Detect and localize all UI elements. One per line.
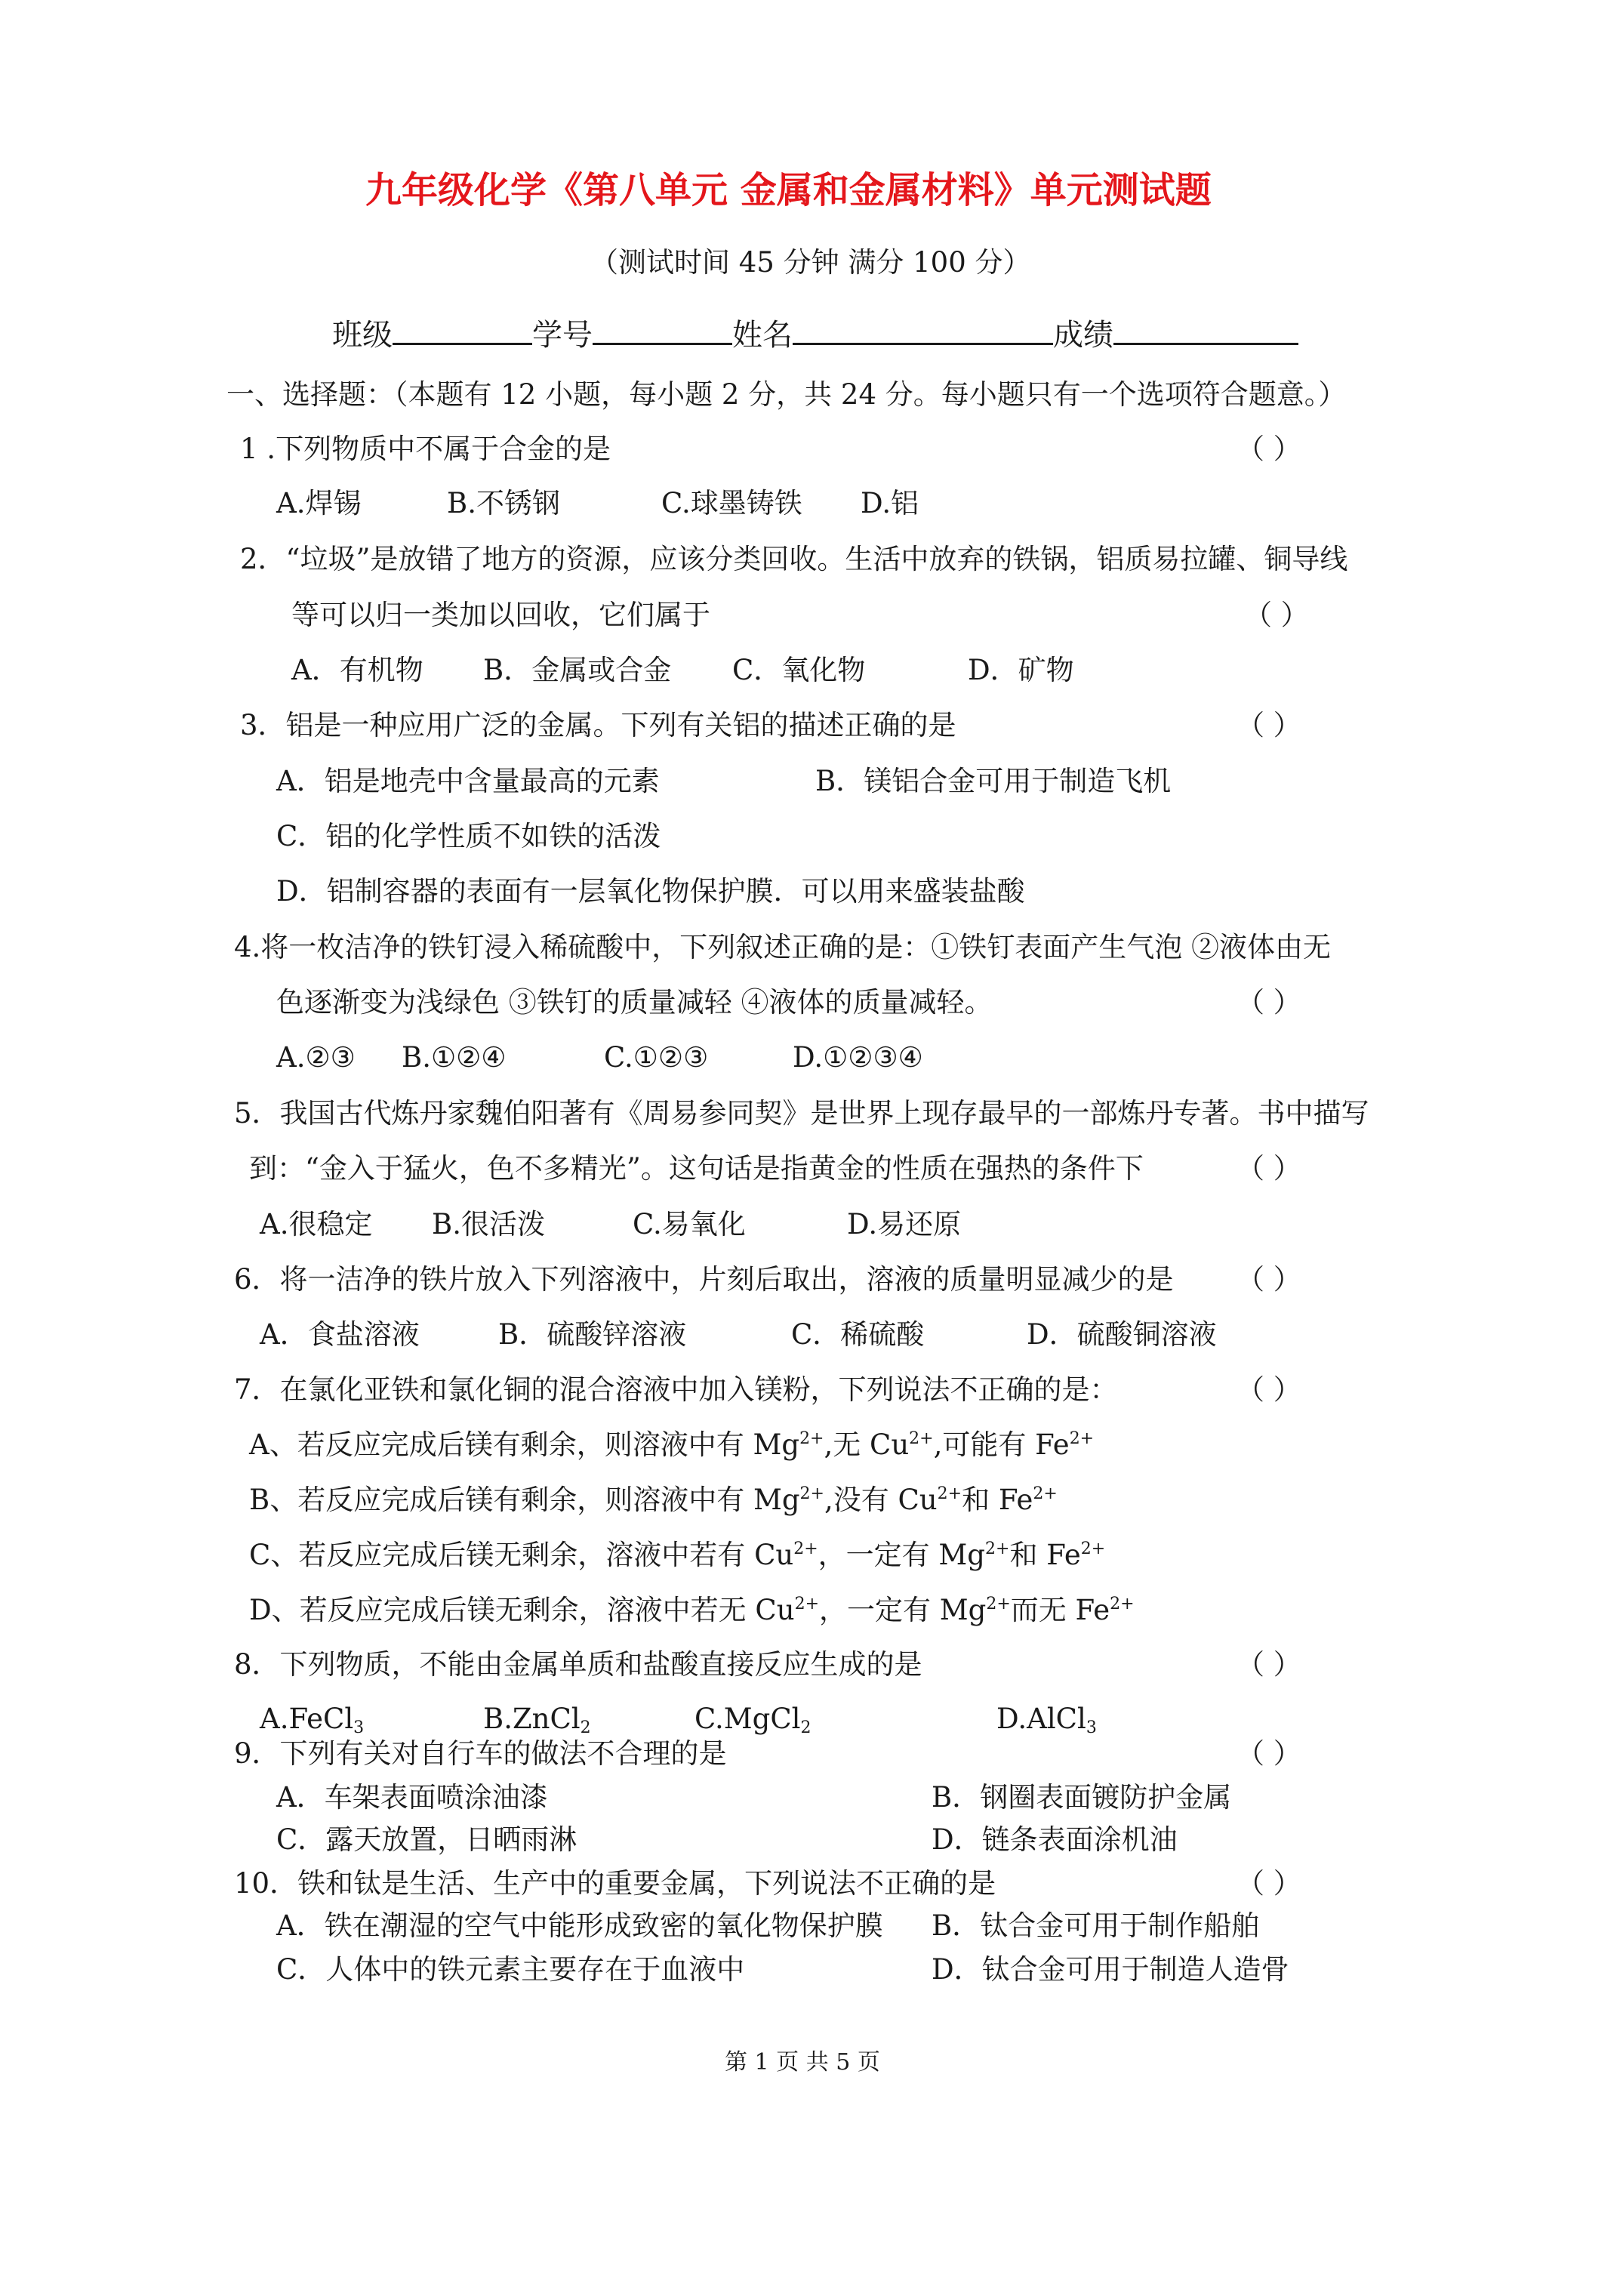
answer-bracket: （ ） <box>1236 1152 1301 1185</box>
q10-option-d: D．钛合金可用于制造人造骨 <box>932 1953 1289 1986</box>
question-2-stem-line2: 等可以归一类加以回收，它们属于 <box>291 599 710 631</box>
q8-option-c: C.MgCl$_2$ <box>694 1703 812 1737</box>
q5-option-d: D.易还原 <box>847 1208 962 1240</box>
q4-option-d: D.①②③④ <box>793 1041 923 1074</box>
q1-option-c: C.球墨铸铁 <box>661 487 802 519</box>
q4-option-b: B.①②④ <box>402 1041 507 1074</box>
q10-option-a: A．铁在潮湿的空气中能形成致密的氧化物保护膜 <box>276 1909 883 1942</box>
question-2-stem-line1: 2．“垃圾”是放错了地方的资源，应该分类回收。生活中放弃的铁锅，铝质易拉罐、铜导线 <box>240 543 1348 575</box>
q10-option-b: B．钛合金可用于制作船舶 <box>932 1909 1260 1942</box>
student-id-label: 学号 <box>532 318 593 353</box>
q6-option-d: D．硫酸铜溶液 <box>1027 1318 1217 1351</box>
q2-option-c: C．氧化物 <box>732 654 866 686</box>
q3-option-b: B．镁铝合金可用于制造飞机 <box>815 765 1172 797</box>
question-3-stem: 3．铝是一种应用广泛的金属。下列有关铝的描述正确的是 <box>240 709 956 741</box>
answer-bracket: （ ） <box>1236 1648 1301 1681</box>
q4-option-a: A.②③ <box>276 1041 356 1074</box>
student-id-blank[interactable] <box>593 317 732 345</box>
name-blank[interactable] <box>793 317 1053 345</box>
q2-option-d: D．矿物 <box>968 654 1074 686</box>
q5-option-c: C.易氧化 <box>633 1208 746 1240</box>
answer-bracket: （ ） <box>1236 709 1301 741</box>
class-blank[interactable] <box>393 317 532 345</box>
question-8-stem: 8．下列物质，不能由金属单质和盐酸直接反应生成的是 <box>234 1648 922 1681</box>
q5-option-a: A.很稳定 <box>260 1208 373 1240</box>
q1-option-d: D.铝 <box>861 487 919 519</box>
q3-option-d: D．铝制容器的表面有一层氧化物保护膜．可以用来盛装盐酸 <box>276 875 1025 908</box>
q8-option-b: B.ZnCl$_2$ <box>483 1703 591 1737</box>
answer-bracket: （ ） <box>1236 433 1301 465</box>
q10-option-c: C．人体中的铁元素主要存在于血液中 <box>276 1953 745 1986</box>
q6-option-b: B．硫酸锌溶液 <box>498 1318 687 1351</box>
answer-bracket: （ ） <box>1244 599 1309 631</box>
q1-option-b: B.不锈钢 <box>447 487 560 519</box>
q6-option-c: C．稀硫酸 <box>791 1318 925 1351</box>
answer-bracket: （ ） <box>1236 1263 1301 1296</box>
section-heading: 一、选择题：（本题有 12 小题，每小题 2 分，共 24 分。每小题只有一个选项符合题意。） <box>226 378 1347 411</box>
q2-option-b: B．金属或合金 <box>483 654 672 686</box>
q7-option-a: A、若反应完成后镁有剩余，则溶液中有 $Mg^{2+}$,无 $Cu^{2+}$,可能有 $Fe^{2+}$ <box>249 1428 1095 1461</box>
question-10-stem: 10．铁和钛是生活、生产中的重要金属，下列说法不正确的是 <box>234 1867 996 1900</box>
score-label: 成绩 <box>1053 318 1113 353</box>
q1-option-a: A.焊锡 <box>276 487 362 519</box>
q7-option-c: C、若反应完成后镁无剩余，溶液中若有 $Cu^{2+}$，一定有 $Mg^{2+}$和 $Fe^{2+}$ <box>249 1539 1106 1571</box>
page-subtitle: （测试时间 45 分钟 满分 100 分） <box>590 246 1031 279</box>
question-4-stem-line1: 4.将一枚洁净的铁钉浸入稀硫酸中，下列叙述正确的是：①铁钉表面产生气泡 ②液体由无 <box>234 931 1332 963</box>
q2-option-a: A．有机物 <box>291 654 423 686</box>
answer-bracket: （ ） <box>1236 1867 1301 1900</box>
q6-option-a: A．食盐溶液 <box>260 1318 420 1351</box>
answer-bracket: （ ） <box>1236 986 1301 1019</box>
q4-option-c: C.①②③ <box>604 1041 709 1074</box>
question-1-stem: 1 .下列物质中不属于合金的是 <box>240 433 611 465</box>
answer-bracket: （ ） <box>1236 1737 1301 1770</box>
q3-option-a: A．铝是地壳中含量最高的元素 <box>276 765 660 797</box>
question-6-stem: 6．将一洁净的铁片放入下列溶液中，片刻后取出，溶液的质量明显减少的是 <box>234 1263 1174 1296</box>
page-title: 九年级化学《第八单元 金属和金属材料》单元测试题 <box>365 169 1212 211</box>
q7-option-d: D、若反应完成后镁无剩余，溶液中若无 $Cu^{2+}$，一定有 $Mg^{2+}$而无 $Fe^{2+}$ <box>249 1594 1135 1626</box>
q5-option-b: B.很活泼 <box>432 1208 545 1240</box>
page-footer: 第 1 页 共 5 页 <box>725 2049 880 2076</box>
q8-option-d: D.AlCl$_3$ <box>996 1703 1097 1737</box>
q9-option-d: D．链条表面涂机油 <box>932 1823 1178 1856</box>
question-5-stem-line2: 到：“金入于猛火，色不多精光”。这句话是指黄金的性质在强热的条件下 <box>249 1152 1144 1185</box>
score-blank[interactable] <box>1113 317 1298 345</box>
answer-bracket: （ ） <box>1236 1373 1301 1406</box>
question-4-stem-line2: 色逐渐变为浅绿色 ③铁钉的质量减轻 ④液体的质量减轻。 <box>276 986 993 1019</box>
q9-option-b: B．钢圈表面镀防护金属 <box>932 1781 1232 1814</box>
name-label: 姓名 <box>732 318 793 353</box>
q7-option-b: B、若反应完成后镁有剩余，则溶液中有 $Mg^{2+}$,没有 $Cu^{2+}$和 $Fe^{2+}$ <box>249 1484 1058 1516</box>
question-7-stem: 7．在氯化亚铁和氯化铜的混合溶液中加入镁粉，下列说法不正确的是： <box>234 1373 1118 1406</box>
q8-option-a: A.FeCl$_3$ <box>260 1703 365 1737</box>
q3-option-c: C．铝的化学性质不如铁的活泼 <box>276 820 661 852</box>
class-label: 班级 <box>332 318 393 353</box>
q9-option-c: C．露天放置，日晒雨淋 <box>276 1823 577 1856</box>
q9-option-a: A．车架表面喷涂油漆 <box>276 1781 548 1814</box>
student-info-row <box>332 317 1298 353</box>
question-9-stem: 9．下列有关对自行车的做法不合理的是 <box>234 1737 727 1770</box>
question-5-stem-line1: 5．我国古代炼丹家魏伯阳著有《周易参同契》是世界上现存最早的一部炼丹专著。书中描写 <box>234 1097 1369 1130</box>
